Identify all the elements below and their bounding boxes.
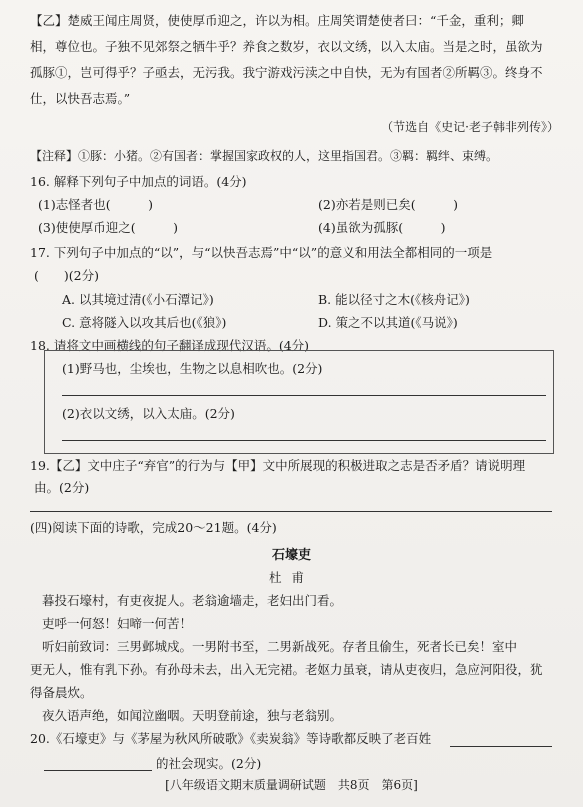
q17-stem: 17. 下列句子中加点的“以”，与“以快吾志焉”中“以”的意义和用法全都相同的一项是 <box>30 245 493 260</box>
q16-item-1: (1)志怪者也( ) <box>38 197 153 212</box>
annotation-note: 【注释】①豚：小猪。②有国者：掌握国家政权的人，这里指国君。③羁：羁绊、束缚。 <box>30 149 499 163</box>
poem-line-5: 得备晨炊。 <box>30 685 93 700</box>
q19-answer-line[interactable] <box>30 511 552 512</box>
q19-stem-2: 由。(2分) <box>34 480 90 495</box>
q18-sub-2: (2)衣以文绣，以入太庙。(2分) <box>62 406 235 421</box>
q16-item-3: (3)使使厚币迎之( ) <box>38 220 178 235</box>
poem-line-4: 更无人，惟有乳下孙。有孙母未去，出入无完裙。老妪力虽衰，请从吏夜归，急应河阳役，犹 <box>30 662 543 677</box>
q17-option-d: D. 策之不以其道(《马说》) <box>318 315 458 330</box>
q16-item-4: (4)虽欲为孤豚( ) <box>318 220 446 235</box>
section-four-heading: (四)阅读下面的诗歌，完成20～21题。(4分) <box>30 520 277 535</box>
poem-author: 杜甫 <box>268 570 314 585</box>
q16-stem: 16. 解释下列句子中加点的词语。(4分) <box>30 174 247 189</box>
source-citation: （节选自《史记·老子韩非列传》） <box>381 120 559 134</box>
poem-line-3: 听妇前致词：三男邺城戍。一男附书至，二男新战死。存者且偷生，死者长已矣！室中 <box>42 639 518 654</box>
q16-item-2: (2)亦若是则已矣( ) <box>318 197 458 212</box>
passage-b-line-2: 相，尊位也。子独不见郊祭之牺牛乎？养食之数岁，衣以文绣，以入太庙。当是之时，虽欲为 <box>30 39 543 54</box>
page-footer: [八年级语文期末质量调研试题 共8页 第6页] <box>165 778 418 792</box>
q18-sub-1: (1)野马也，尘埃也，生物之以息相吹也。(2分) <box>62 361 323 376</box>
passage-b-line-1: 【乙】楚威王闻庄周贤，使使厚币迎之，许以为相。庄周笑谓楚使者曰：“千金，重利；卿 <box>30 13 524 28</box>
poem-line-2: 吏呼一何怒！妇啼一何苦！ <box>42 616 193 631</box>
q18-answer-line-1[interactable] <box>62 395 546 396</box>
q20-stem-2: 的社会现实。(2分) <box>156 756 262 771</box>
poem-title: 石壕吏 <box>271 548 311 563</box>
q17-option-a: A. 以其境过清(《小石潭记》) <box>62 292 214 307</box>
q18-stem: 18. 请将文中画横线的句子翻译成现代汉语。(4分) <box>30 338 310 353</box>
q17-option-b: B. 能以径寸之木(《核舟记》) <box>318 292 470 307</box>
q20-blank-1[interactable] <box>450 746 552 747</box>
q17-stem-2: ( )(2分) <box>34 268 99 283</box>
q17-option-c: C. 意将隧入以攻其后也(《狼》) <box>62 315 227 330</box>
poem-line-1: 暮投石壕村，有吏夜捉人。老翁逾墙走，老妇出门看。 <box>42 593 343 608</box>
q20-stem: 20.《石壕吏》与《茅屋为秋风所破歌》《卖炭翁》等诗歌都反映了老百姓 <box>30 731 432 746</box>
passage-b-line-3: 孤豚①，岂可得乎？子亟去，无污我。我宁游戏污渎之中自快，无为有国者②所羁③。终身不 <box>30 65 543 80</box>
poem-line-6: 夜久语声绝，如闻泣幽咽。天明登前途，独与老翁别。 <box>42 708 343 723</box>
q19-stem: 19.【乙】文中庄子“弃官”的行为与【甲】文中所展现的积极进取之志是否矛盾？请说明理 <box>30 458 526 473</box>
passage-b-line-4: 仕，以快吾志焉。” <box>30 91 131 106</box>
q18-answer-line-2[interactable] <box>62 440 546 441</box>
q20-blank-2[interactable] <box>44 770 152 771</box>
